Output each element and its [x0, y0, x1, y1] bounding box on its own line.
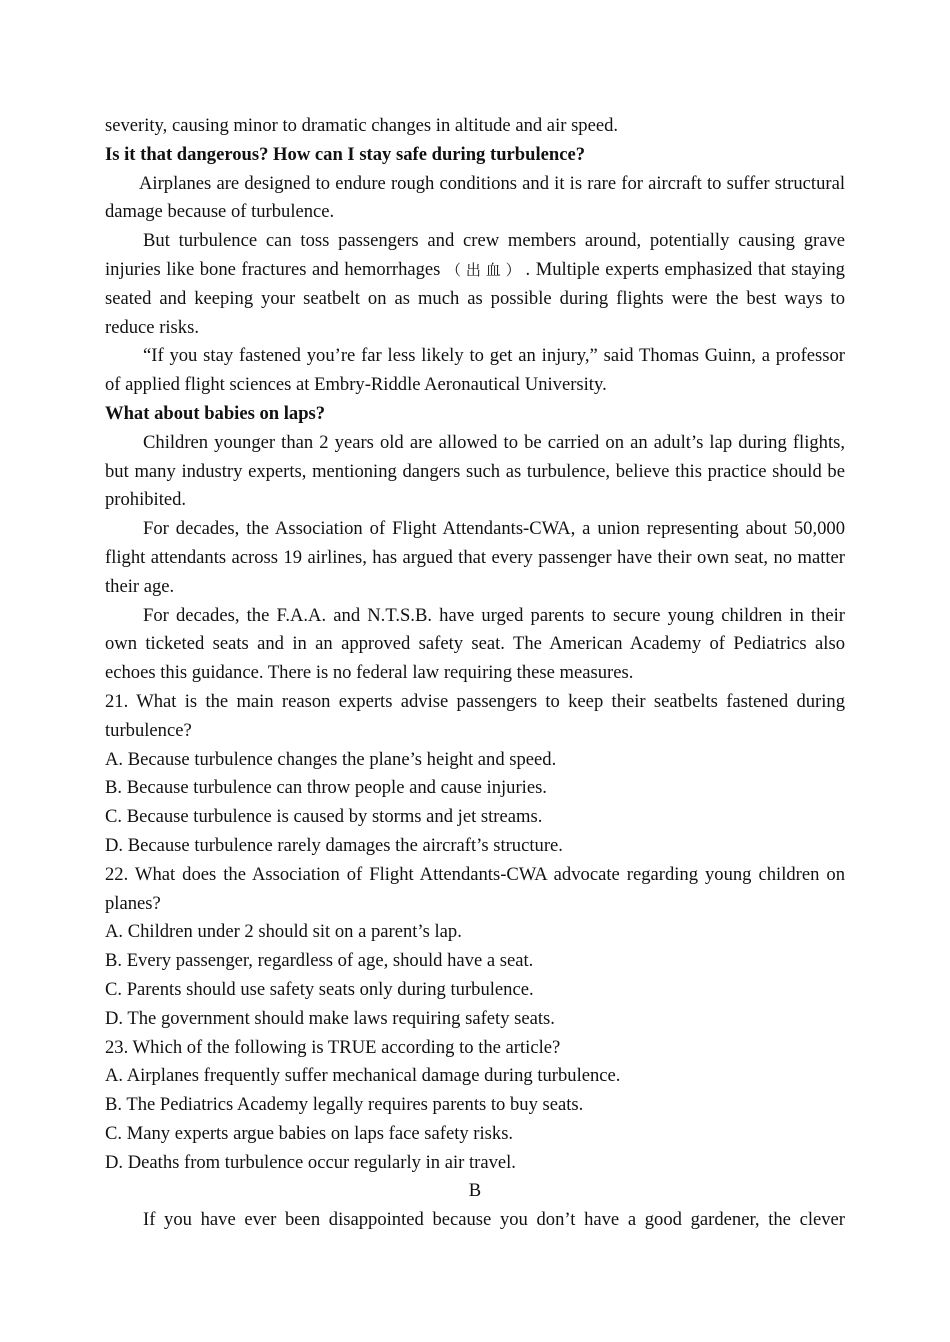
option-a: A. Because turbulence changes the plane’s height and speed.: [105, 748, 557, 770]
option-b: B. The Pediatrics Academy legally requires parents to buy seats.: [105, 1094, 584, 1116]
paragraph-faa: For decades, the F.A.A. and N.T.S.B. have urged parents to secure young children in their own ticketed seats and in an approved safety seat. The American Academy of Pediatrics also echoes this guidance. There is no federal law requiring these measures.: [105, 604, 845, 684]
chinese-gloss: （出血）: [445, 260, 526, 279]
question-21: [105, 688, 845, 861]
paragraph-injuries-text-1: But turbulence can toss passengers and crew members around, potentially causing grave injuries like bone fractures and hemorrhages: [105, 230, 845, 280]
section-heading-safety: Is it that dangerous? How can I stay safe during turbulence?: [105, 143, 586, 165]
question-23: [105, 1034, 845, 1178]
paragraph-continuation: severity, causing minor to dramatic changes in altitude and air speed.: [105, 115, 619, 136]
section-label: B: [468, 1180, 482, 1202]
option-c: C. Many experts argue babies on laps face safety risks.: [105, 1122, 514, 1144]
option-a: A. Airplanes frequently suffer mechanical damage during turbulence.: [105, 1065, 621, 1087]
option-d: D. Deaths from turbulence occur regularly in air travel.: [105, 1151, 516, 1173]
option-b: B. Every passenger, regardless of age, should have a seat.: [105, 950, 534, 972]
paragraph-airplanes: Airplanes are designed to endure rough conditions and it is rare for aircraft to suffer structural damage because of turbulence.: [105, 172, 845, 223]
question-stem: 22. What does the Association of Flight Attendants-CWA advocate regarding young children on planes?: [105, 863, 845, 914]
paragraph-children: Children younger than 2 years old are allowed to be carried on an adult’s lap during flights, but many industry experts, mentioning dangers such as turbulence, believe this practice should be prohibited.: [105, 431, 845, 511]
paragraph-association: For decades, the Association of Flight Attendants-CWA, a union representing about 50,000 flight attendants across 19 airlines, has argued that every passenger have their own seat, no matter their age.: [105, 518, 845, 597]
paragraph-gardener: If you have ever been disappointed because you don’t have a good gardener, the clever: [143, 1209, 845, 1231]
option-d: D. The government should make laws requiring safety seats.: [105, 1007, 555, 1029]
question-22: [105, 861, 845, 1034]
option-c: C. Parents should use safety seats only during turbulence.: [105, 978, 534, 1000]
option-a: A. Children under 2 should sit on a parent’s lap.: [105, 921, 462, 943]
paragraph-injuries-text-2: . Multiple experts emphasized that staying seated and keeping your seatbelt on as much as possible during flights were the best ways to reduce risks.: [105, 258, 845, 338]
section-heading-babies: What about babies on laps?: [105, 402, 326, 424]
option-d: D. Because turbulence rarely damages the aircraft’s structure.: [105, 834, 563, 856]
document-page: [105, 112, 845, 1235]
option-b: B. Because turbulence can throw people and cause injuries.: [105, 777, 547, 799]
paragraph-injuries: [105, 227, 845, 342]
question-stem: 23. Which of the following is TRUE according to the article?: [105, 1036, 561, 1058]
paragraph-quote: “If you stay fastened you’re far less likely to get an injury,” said Thomas Guinn, a professor of applied flight sciences at Embry-Riddle Aeronautical University.: [105, 345, 845, 396]
option-c: C. Because turbulence is caused by storms and jet streams.: [105, 806, 543, 828]
question-stem: 21. What is the main reason experts advise passengers to keep their seatbelts fastened during turbulence?: [105, 690, 845, 741]
